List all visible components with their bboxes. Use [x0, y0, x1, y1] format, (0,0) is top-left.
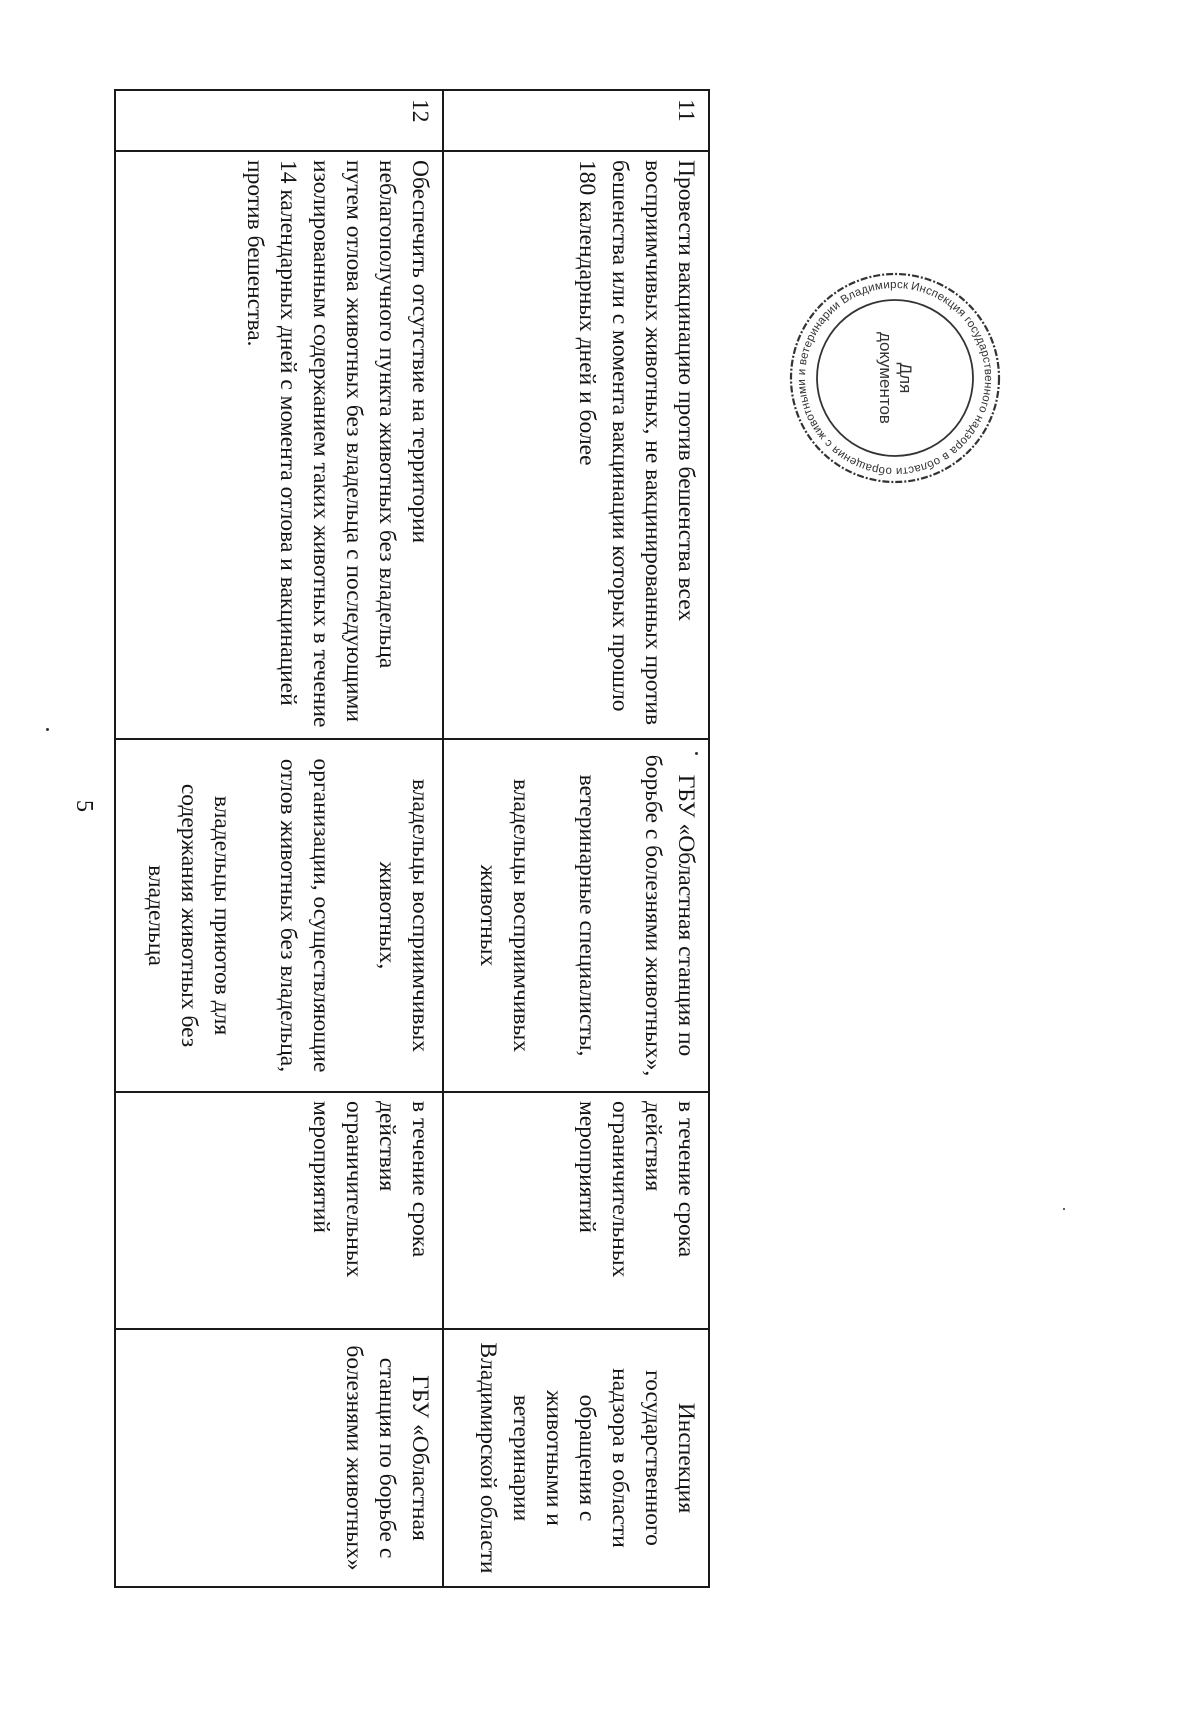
row-number-cell: 11	[443, 90, 709, 151]
seal-center-line: Для	[896, 362, 915, 394]
scan-speck	[1063, 1208, 1065, 1210]
scan-speck	[46, 728, 49, 731]
control-cell: ГБУ «Областная станция по борьбе с болезнями животных»	[115, 1329, 443, 1587]
term-cell: в течение срока действия ограничительных мероприятий	[443, 1092, 709, 1329]
executor-line: организации, осуществляющие отлов животных без владельца,	[275, 758, 334, 1073]
seal-center-text	[785, 268, 1005, 488]
measure-cell: Обеспечить отсутствие на территории неблагополучного пункта животных без владельца путем отлова животных без владельца с последующими изолированным содержанием таких животных в течение 14 календарных дней с момента отлова и вакцинацией против бешенства.	[115, 151, 443, 739]
executor-line: владельцы приютов для содержания животных без владельца	[143, 783, 235, 1048]
executor-line: ГБУ «Областная станция по борьбе с болезнями животных»,	[640, 754, 699, 1077]
control-cell: Инспекция государственного надзора в области обращения с животными и ветеринарии Владимирской области	[443, 1329, 709, 1587]
table-row	[115, 90, 443, 1587]
seal-center-line: документов	[876, 332, 895, 424]
term-cell: в течение срока действия ограничительных мероприятий	[115, 1092, 443, 1329]
official-seal-stamp	[785, 268, 1005, 488]
executor-line: владельцы восприимчивых животных,	[374, 778, 433, 1053]
executors-cell	[443, 739, 709, 1092]
measures-table-rotated	[116, 89, 710, 1586]
executor-line: ветеринарные специалисты,	[574, 774, 600, 1057]
measure-cell: Провести вакцинацию против бешенства всех восприимчивых животных, не вакцинированных против бешенства или с момента вакцинации которых прошло 180 календарных дней и более	[443, 151, 709, 739]
page-number: 5	[71, 800, 97, 812]
table-row	[443, 90, 709, 1587]
executors-cell	[115, 739, 443, 1092]
row-number-cell: 12	[115, 90, 443, 151]
seal-ring-text: Инспекция государственного надзора в области обращения с животными и ветеринарии Владимирской	[795, 278, 995, 478]
measures-table	[114, 89, 710, 1588]
executor-line: владельцы восприимчивых животных	[475, 778, 534, 1053]
